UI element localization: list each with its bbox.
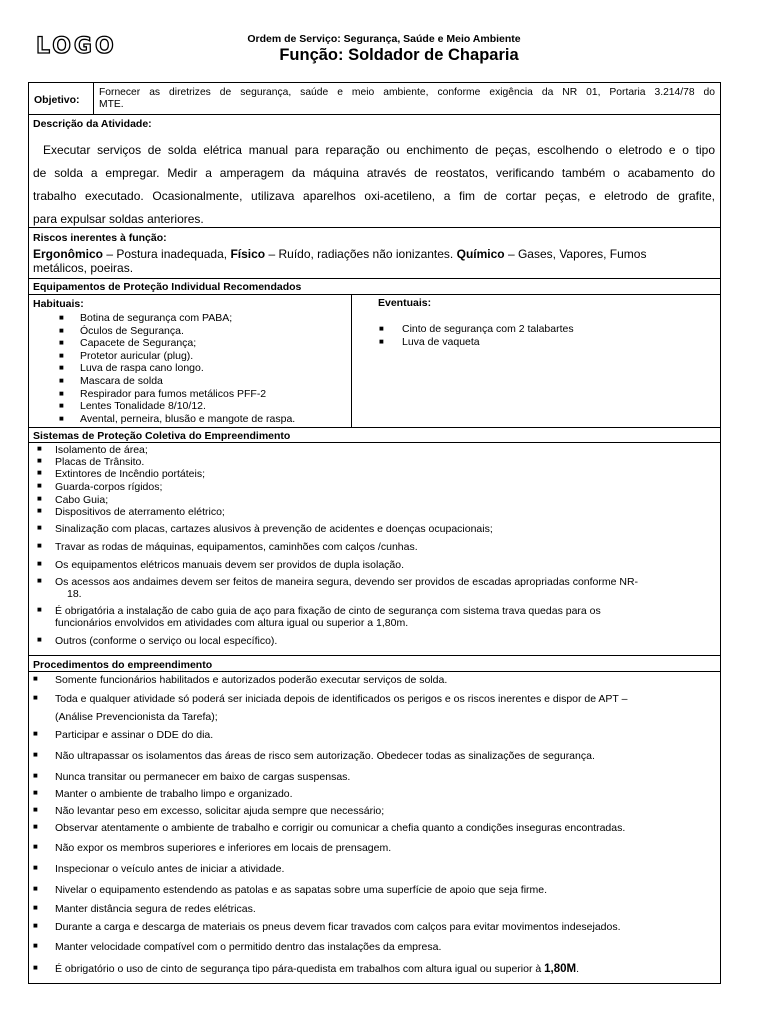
objective-text-line: MTE. xyxy=(99,98,124,110)
risk-ergonomic-label: Ergonômico xyxy=(33,247,104,261)
epc-header xyxy=(29,428,720,443)
epi-eventuais-label: Eventuais: xyxy=(378,297,432,309)
bullet-icon: ■ xyxy=(59,401,64,411)
risk-physical-text: – Ruído, radiações não ionizantes. xyxy=(265,247,457,261)
bullet-icon: ■ xyxy=(37,605,42,614)
company-logo: LOGO xyxy=(36,34,117,59)
bullet-icon: ■ xyxy=(59,363,64,373)
epc-section xyxy=(29,443,720,656)
list-item xyxy=(29,312,349,325)
list-item-text: Não ultrapassar os isolamentos das áreas de risco sem autorização. Obedecer todas as sinalizações de segurança. xyxy=(55,750,595,762)
list-item xyxy=(29,325,349,338)
list-item-text xyxy=(55,963,579,975)
list-item xyxy=(29,350,349,363)
bullet-icon: ■ xyxy=(59,338,64,348)
list-item xyxy=(29,388,349,401)
risks-label: Riscos inerentes à função: xyxy=(33,232,167,244)
list-item-text: Os acessos aos andaimes devem ser feitos de maneira segura, devendo ser providos de escadas apropriadas conforme NR- xyxy=(55,576,639,588)
bullet-icon: ■ xyxy=(379,324,384,333)
list-item-text: Travar as rodas de máquinas, equipamentos, caminhões com calços /cunhas. xyxy=(55,541,418,553)
list-item-text: Botina de segurança com PABA; xyxy=(80,312,233,324)
list-item-text: Lentes Tonalidade 8/10/12. xyxy=(80,400,206,413)
description-line: Executar serviços de solda elétrica manual para reparação ou enchimento de peças, escolhendo o eletrodo e o tipo xyxy=(43,143,715,157)
list-item-text: Não levantar peso em excesso, solicitar ajuda sempre que necessário; xyxy=(55,805,385,817)
list-item-text: Os equipamentos elétricos manuais devem ser providos de dupla isolação. xyxy=(55,559,405,571)
risks-text xyxy=(33,247,715,275)
epc-label: Sistemas de Proteção Coletiva do Empreendimento xyxy=(33,430,291,442)
list-item-text: Dispositivos de aterramento elétrico; xyxy=(55,506,225,518)
bullet-icon: ■ xyxy=(59,325,64,335)
bullet-icon: ■ xyxy=(59,313,64,322)
list-item-text: Nunca transitar ou permanecer em baixo de cargas suspensas. xyxy=(55,771,351,783)
risks-line xyxy=(33,247,715,261)
bullet-icon: ■ xyxy=(33,674,38,683)
bullet-icon: ■ xyxy=(33,884,38,893)
epi-section xyxy=(29,295,720,428)
bullet-icon: ■ xyxy=(33,903,38,912)
objective-label: Objetivo: xyxy=(34,94,80,106)
epi-label: Equipamentos de Proteção Individual Recomendados xyxy=(33,281,302,293)
risks-section xyxy=(29,228,720,279)
list-item-text: Capacete de Segurança; xyxy=(80,337,197,350)
list-item-text: Manter o ambiente de trabalho limpo e organizado. xyxy=(55,788,293,800)
bullet-icon: ■ xyxy=(33,693,38,702)
bullet-icon: ■ xyxy=(33,863,38,872)
list-item-text: Nivelar o equipamento estendendo as patolas e as sapatas sobre uma superfície de apoio que seja firme. xyxy=(55,884,548,896)
list-item-text: Placas de Trânsito. xyxy=(55,456,145,468)
list-item-text: Não expor os membros superiores e inferiores em locais de prensagem. xyxy=(55,842,392,854)
bullet-icon: ■ xyxy=(379,336,384,346)
harness-rule-end: . xyxy=(576,963,580,975)
bullet-icon: ■ xyxy=(59,350,64,360)
list-item-continuation: funcionários envolvidos em atividades com altura igual ou superior a 1,80m. xyxy=(55,617,409,629)
description-line: para expulsar soldas anteriores. xyxy=(33,212,204,226)
bullet-icon: ■ xyxy=(37,494,42,503)
epi-column-divider xyxy=(351,295,352,428)
bullet-icon: ■ xyxy=(37,635,42,644)
bullet-icon: ■ xyxy=(37,481,42,490)
list-item-text: Avental, perneira, blusão e mangote de raspa. xyxy=(80,412,296,425)
list-item-text: Extintores de Incêndio portáteis; xyxy=(55,468,206,480)
bullet-icon: ■ xyxy=(37,541,42,550)
list-item-text: Óculos de Segurança. xyxy=(80,324,184,337)
description-section xyxy=(29,115,720,228)
procedures-label: Procedimentos do empreendimento xyxy=(33,659,213,671)
bullet-icon: ■ xyxy=(33,941,38,950)
list-item-text: Durante a carga e descarga de materiais os pneus devem ficar travados com calços para evitar movimentos indesejados. xyxy=(55,921,621,933)
bullet-icon: ■ xyxy=(37,576,42,585)
list-item xyxy=(29,400,349,413)
description-line: de solda a empregar. Medir a amperagem da máquina através de reostatos, verificando também o acabamento do xyxy=(33,166,715,180)
list-item xyxy=(352,336,712,349)
list-item-continuation: 18. xyxy=(67,588,82,600)
description-text xyxy=(33,139,715,231)
list-item-text: Sinalização com placas, cartazes alusivos à prevenção de acidentes e doenças ocupacionais; xyxy=(55,523,493,535)
bullet-icon: ■ xyxy=(37,444,42,453)
list-item-text: Toda e qualquer atividade só poderá ser iniciada depois de identificados os perigos e os riscos inerentes e dispor de APT – xyxy=(55,693,628,705)
bullet-icon: ■ xyxy=(33,729,38,738)
list-item xyxy=(29,362,349,375)
list-item-text: Manter distância segura de redes elétricas. xyxy=(55,903,256,915)
list-item-text: Cabo Guia; xyxy=(55,494,109,506)
bullet-icon: ■ xyxy=(33,788,38,797)
bullet-icon: ■ xyxy=(59,388,64,398)
list-item-text: Cinto de segurança com 2 talabartes xyxy=(402,323,574,335)
bullet-icon: ■ xyxy=(33,771,38,780)
list-item-text: Mascara de solda xyxy=(80,374,163,387)
bullet-icon: ■ xyxy=(33,842,38,851)
epi-habituais-label: Habituais: xyxy=(33,298,84,310)
list-item xyxy=(29,413,349,426)
bullet-icon: ■ xyxy=(37,523,42,532)
list-item xyxy=(29,375,349,388)
list-item-continuation: (Análise Prevencionista da Tarefa); xyxy=(55,711,218,723)
bullet-icon: ■ xyxy=(59,375,64,385)
risk-chemical-text: – Gases, Vapores, Fumos xyxy=(504,247,647,261)
bullet-icon: ■ xyxy=(59,413,64,423)
procedures-header xyxy=(29,656,720,672)
list-item-text: Isolamento de área; xyxy=(55,444,148,456)
list-item-text: Somente funcionários habilitados e autorizados poderão executar serviços de solda. xyxy=(55,674,448,686)
document-title: Função: Soldador de Chaparia xyxy=(279,46,519,64)
list-item-text: Luva de raspa cano longo. xyxy=(80,362,204,375)
epi-header xyxy=(29,279,720,295)
bullet-icon: ■ xyxy=(33,921,38,930)
list-item-text: Observar atentamente o ambiente de trabalho e corrigir ou comunicar a chefia quanto a condições inseguras encontradas. xyxy=(55,822,626,834)
procedures-section xyxy=(29,672,720,982)
objective-divider xyxy=(93,83,94,115)
list-item-text: Respirador para fumos metálicos PFF-2 xyxy=(80,387,267,400)
bullet-icon: ■ xyxy=(33,822,38,831)
list-item-text: Outros (conforme o serviço ou local específico). xyxy=(55,635,278,647)
risk-physical-label: Físico xyxy=(230,247,266,261)
risks-line: metálicos, poeiras. xyxy=(33,261,134,275)
list-item-text: É obrigatória a instalação de cabo guia de aço para fixação de cinto de segurança com sistema trava quedas para os xyxy=(55,605,601,617)
list-item-text: Participar e assinar o DDE do dia. xyxy=(55,729,214,741)
list-item xyxy=(352,323,712,336)
form-frame xyxy=(28,82,721,984)
list-item-text: Guarda-corpos rígidos; xyxy=(55,481,163,493)
harness-height-value: 1,80M xyxy=(544,963,577,975)
bullet-icon: ■ xyxy=(33,805,38,814)
bullet-icon: ■ xyxy=(37,456,42,465)
harness-rule-text: É obrigatório o uso de cinto de segurança tipo pára-quedista em trabalhos com altura igual ou superior à xyxy=(55,963,545,975)
bullet-icon: ■ xyxy=(33,963,38,972)
risk-chemical-label: Químico xyxy=(456,247,505,261)
objective-text-line: Fornecer as diretrizes de segurança, saúde e meio ambiente, conforme exigência da NR 01, Portaria 3.214/78 do xyxy=(99,87,715,98)
objective-text xyxy=(99,87,715,110)
bullet-icon: ■ xyxy=(37,506,42,515)
objective-section xyxy=(29,83,720,115)
list-item-text: Protetor auricular (plug). xyxy=(80,349,194,362)
bullet-icon: ■ xyxy=(37,468,42,477)
list-item xyxy=(29,337,349,350)
epi-eventuais-list xyxy=(352,323,712,348)
description-line: trabalho executado. Ocasionalmente, utilizava aparelhos oxi-acetileno, a fim de cortar peças, e eletrodo de grafite, xyxy=(33,189,715,203)
list-item-text: Inspecionar o veículo antes de iniciar a atividade. xyxy=(55,863,285,875)
document-subtitle: Ordem de Serviço: Segurança, Saúde e Meio Ambiente xyxy=(247,33,521,45)
description-label: Descrição da Atividade: xyxy=(33,118,152,130)
bullet-icon: ■ xyxy=(37,559,42,568)
risk-ergonomic-text: – Postura inadequada, xyxy=(103,247,231,261)
list-item-text: Manter velocidade compatível com o permitido dentro das instalações da empresa. xyxy=(55,941,442,953)
bullet-icon: ■ xyxy=(33,750,38,759)
list-item-text: Luva de vaqueta xyxy=(402,335,480,348)
epi-habituais-list xyxy=(29,312,349,425)
